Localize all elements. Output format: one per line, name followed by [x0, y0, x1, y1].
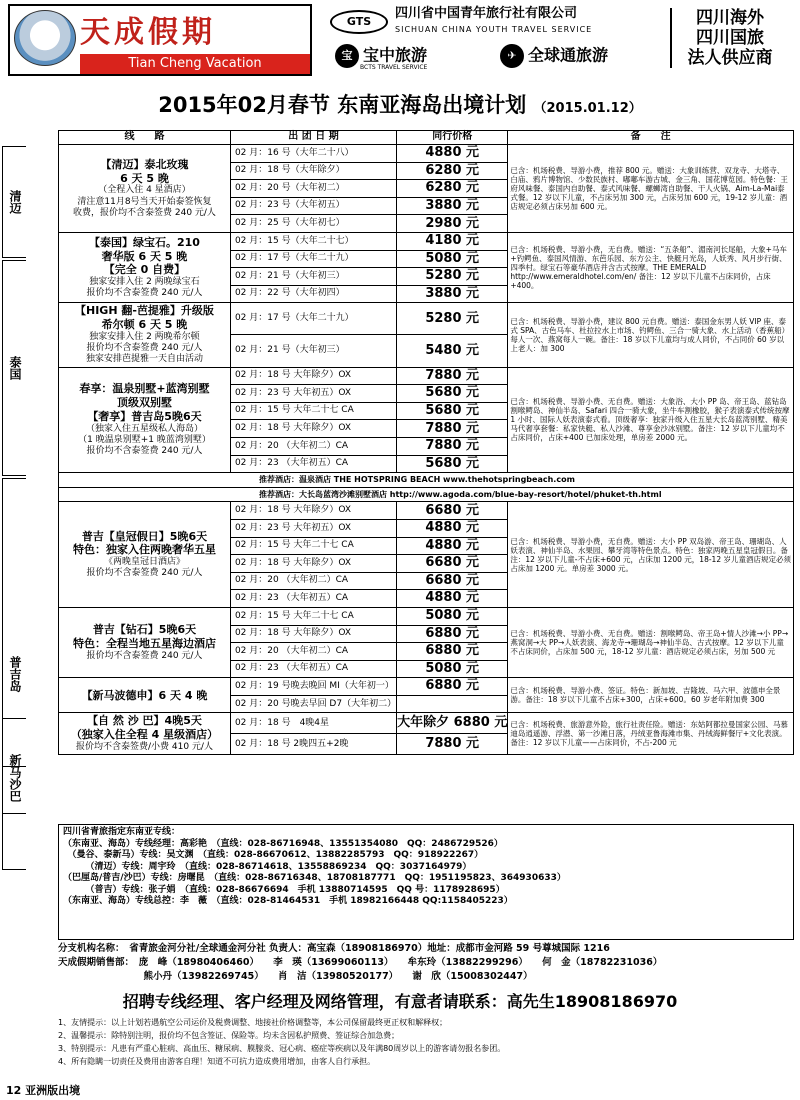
route-line: 特色：独家入住两晚奢华五星: [72, 543, 216, 557]
route-cell: [59, 303, 231, 367]
route-line: 普吉【皇冠假日】5晚6天: [81, 529, 208, 543]
global-travel-logo: ✈ 全球通旅游: [500, 44, 608, 68]
region-label: 清迈: [2, 146, 26, 258]
col-header: 线 路: [59, 131, 231, 145]
col-header: 备 注: [508, 131, 794, 145]
route-line: 报价均不含泰签费 240 元/人: [86, 446, 203, 457]
supplier-badge: [670, 8, 788, 68]
price: 6680 元: [397, 502, 508, 520]
panda-globe-icon: [14, 10, 76, 66]
price: 5080 元: [397, 250, 508, 268]
price: 6880 元: [397, 625, 508, 643]
branch-row: 天成假期销售部： 庞 峰（18980406460） 李 瑛（13699060113） 牟东玲（13882299296） 何 金（18782231036）: [58, 957, 663, 968]
remarks: 已含：机场税费、导游小费，推荐 800 元。赠送：大象训练营、双龙寺、大塔寺、白庙、鸦片博物馆、少数民族村、嘟嘟车游古城、金三角、国花博览园。特色餐：王府风味餐、泰国内自助餐、泰式风味餐、螺蛳湾自助餐、干人火锅、Aim-La-Mai泰式餐。12 岁以下儿童，不占床另加 300 元，占床另加 600 元，19-12 岁儿童：酒店规定必须占床另加 600 元。: [508, 145, 794, 233]
price: 5280 元: [397, 268, 508, 286]
contact-row: （普吉）专线：张子娟 （直线：028-86676694 手机 13880714595 QQ 号：1178928695）: [63, 884, 505, 895]
agency-name-en: SICHUAN CHINA YOUTH TRAVEL SERVICE: [395, 25, 593, 34]
brand-logo: [8, 4, 312, 76]
bcts-name-en: BCTS TRAVEL SERVICE: [360, 64, 428, 71]
table-row: [59, 303, 794, 335]
route-cell: [59, 678, 231, 713]
route-line: 清注意11月8号当天开始泰签恢复: [77, 196, 212, 207]
departure-date: 02 月：22 号（大年初四）: [230, 285, 396, 303]
route-line: 报价均不含泰签费 240 元/人: [86, 288, 203, 299]
route-line: 《两晚皇冠日酒店》: [103, 557, 185, 568]
route-line: 独家安排芭提雅一天自由活动: [85, 354, 203, 365]
remarks: 已含：机场税费、导游小费、签证。特色：新加坡、吉隆坡、马六甲、波德申全景游。备注：18 岁以下儿童不占床+300，占床+600。60 岁老年附加费 300: [508, 678, 794, 713]
supplier-line: 法人供应商: [687, 48, 773, 68]
departure-date: 02 月：15 号 大年二十七 CA: [230, 607, 396, 625]
remarks: 已含：机场税费、导游小费、无自费。赠送：割喉鳄岛、帝王岛+情人沙滩→小 PP→燕窝洞→大 PP→人妖表演、海龙寺→珊瑚岛→神仙半岛、古式按摩。12 岁以下儿童不占床同价，占床加 500 元，18-12 岁儿童：酒店规定必须占床，另加 500 元: [508, 607, 794, 677]
tip-line: 3、特别提示：凡患有严重心脏病、高血压、糖尿病、膜腺炎、冠心病、癌症等疾病以及年满80周岁以上的游客请勿报名参团。: [58, 1044, 506, 1053]
table-row: [59, 145, 794, 163]
departure-date: 02 月：17 号（大年二十九）: [230, 250, 396, 268]
table-row: [59, 367, 794, 385]
route-line: 【奢享】普吉岛5晚6天: [87, 409, 202, 423]
remarks: 已含：机场税费、导游小费、无自费。赠送：大象浴、大小 PP 岛、帝王岛、蓝钻岛 割喉鳄岛、神仙半岛、Safari 四合一骑大象，坐牛车割橡胶，猴子表演泰式传统按摩 1 小时、国际人妖表演泰式看。顶级奢享：独家升级入住五星大长岛蓝湾别墅、精美马代奢享套餐：私家快艇、私人沙滩、尊享金沙冰别墅。备注：12 岁以下儿童均不占床同价，占床+400 已加床处理，单房差 2000 元。: [508, 367, 794, 473]
departure-date: 02 月：19 号晚去晚回 MI（大年初一）: [230, 678, 396, 696]
departure-date: 02 月：18 号（大年除夕）: [230, 162, 396, 180]
price: 2980 元: [397, 215, 508, 233]
price: 5080 元: [397, 607, 508, 625]
branch-row: 分支机构名称： 省青旅金河分社/全球通金河分社 负责人：高宝森（18908186970）地址：成都市金河路 59 号尊城国际 1216: [58, 943, 610, 954]
departure-date: 02 月：18 号 大年除夕）OX: [230, 555, 396, 573]
price: 5680 元: [397, 402, 508, 420]
route-line: 普吉【钻石】5晚6天: [92, 623, 197, 637]
departure-date: 02 月：18 号 大年除夕）OX: [230, 502, 396, 520]
price: 6280 元: [397, 180, 508, 198]
departure-date: 02 月：18 号 4晚4星: [230, 713, 396, 734]
price: 7880 元: [397, 420, 508, 438]
price: 4880 元: [397, 590, 508, 608]
route-line: 特色：全程当地五星海边酒店: [72, 636, 216, 650]
route-line: 报价均不含泰签费/小费 410 元/人: [75, 741, 213, 752]
brand-name-cn: 天成假期: [80, 15, 216, 50]
bcts-logo: 宝 宝中旅游: [335, 44, 427, 68]
route-line: 顶级双别墅: [116, 396, 172, 410]
contact-row: （巴厘岛/普吉/沙巴）专线：房曙昆 （直线：028-86716348、18708187771 QQ：1951195823、364930633）: [63, 873, 566, 883]
table-row: [59, 678, 794, 696]
departure-date: 02 月：18 号 大年除夕）OX: [230, 625, 396, 643]
route-line: （全程入住 4 星酒店）: [98, 185, 191, 196]
departure-date: 02 月：23 号 大年初五）OX: [230, 385, 396, 403]
route-line: 6 天 5 晚: [120, 171, 169, 185]
route-line: 希尔顿 6 天 5 晚: [101, 318, 188, 332]
departure-date: 02 月：20 号（大年初二）: [230, 180, 396, 198]
departure-date: 02 月：23 号 大年初五）OX: [230, 519, 396, 537]
departure-date: 02 月：21 号（大年初三）: [230, 268, 396, 286]
remarks: 已含：机场税费、旅游意外险，旅行社责任险。赠送：东姑阿都拉曼国家公园、马慕迪岛逍遥游、浮潜、第一沙滩日落，丹绒亚鲁海滩市集、丹绒海鲜餐厅+文化表演。备注：12 岁以下儿童——占床同价，不占-200 元: [508, 713, 794, 755]
price: 6880 元: [397, 678, 508, 696]
departure-date: 02 月：18 号 大年除夕）OX: [230, 367, 396, 385]
route-line: 【自 然 沙 巴】4晚5天: [87, 714, 202, 728]
departure-date: 02 月：21 号（大年初三）: [230, 335, 396, 367]
tip-line: 2、温馨提示：除特别注明，报价均不包含签证、保险等。均未含因私护照费、签证综合加急费；: [58, 1031, 400, 1040]
departure-date: 02 月：25 号（大年初七）: [230, 215, 396, 233]
price: 5080 元: [397, 660, 508, 678]
hotel-banner: 推荐酒店：温泉酒店 THE HOTSPRING BEACH www.thehotspringbeach.com: [59, 473, 794, 488]
departure-date: 02 月：23 （大年初五）CA: [230, 455, 396, 473]
price: 6880 元: [397, 643, 508, 661]
price: 5680 元: [397, 385, 508, 403]
remarks: 已含：机场税费、导游小费，建议 800 元自费。赠送：泰国金东男人妖 VIP 座、泰式 SPA、古色马车、杜拉拉水上市场、钓鳄鱼、三合一骑大象、水上活动（香蕉船）每人一次、燕窝每人一碗。备注：18 岁以下儿童均与成人同价，不占同价 60 岁以上老人：加 300: [508, 303, 794, 367]
route-line: 收费，报价均不含泰签费 240 元/人: [73, 207, 216, 218]
departure-date: 02 月：18 号 大年除夕）OX: [230, 420, 396, 438]
price: 4880 元: [397, 519, 508, 537]
price: 6680 元: [397, 555, 508, 573]
gts-logo: GTS: [330, 10, 388, 34]
price: 5480 元: [397, 335, 508, 367]
route-line: 独家安排入住 2 两晚希尔顿: [89, 331, 200, 342]
supplier-line: 四川海外: [696, 8, 764, 28]
region-label: 沙巴: [2, 766, 26, 814]
price: 3880 元: [397, 197, 508, 215]
region-label: 普吉岛: [2, 478, 26, 870]
departure-date: 02 月：15 号 大年二十七 CA: [230, 537, 396, 555]
price: 4880 元: [397, 537, 508, 555]
departure-date: 02 月：15 号（大年二十七）: [230, 232, 396, 250]
route-cell: [59, 232, 231, 302]
bcts-name: 宝中旅游: [363, 45, 428, 65]
departure-date: 02 月：23 （大年初五）CA: [230, 660, 396, 678]
remarks: 已含：机场税费、导游小费，无自费。赠送：“五条船”、湄南河长尾船，大象+马车+钓鳄鱼、泰国风情游、东芭乐园、东方公主、快艇月光岛，人妖秀、风月步行街、四季村。绿宝石等豪华酒店并含古式按摩。THE EMERALD http://www.emeraldhotel.com/en/ 备注：12 岁以下儿童不占床同价，占床+400。: [508, 232, 794, 302]
tip-line: 1、友情提示：以上计划若遇航空公司运价及税费调整、地接社价格调整等，本公司保留最终更正权和解释权；: [58, 1018, 448, 1027]
route-cell: [59, 502, 231, 608]
price: 7880 元: [397, 367, 508, 385]
route-line: 【泰国】绿宝石。210: [88, 235, 200, 249]
contact-row: （清迈）专线：周宇玲 （直线：028-86714618、13558869234 QQ：3037164979）: [63, 861, 472, 872]
price: 3880 元: [397, 285, 508, 303]
hotel-banner-row: [59, 473, 794, 488]
itinerary-table: [58, 130, 794, 755]
table-header: [59, 131, 794, 145]
departure-date: 02 月：15 号 大年二十七 CA: [230, 402, 396, 420]
departure-date: 02 月：23 号（大年初五）: [230, 197, 396, 215]
region-column: [0, 130, 58, 820]
price: 4880 元: [397, 145, 508, 163]
price: [397, 695, 508, 713]
departure-date: 02 月：17 号（大年二十九）: [230, 303, 396, 335]
header: [0, 0, 800, 82]
price: 6280 元: [397, 162, 508, 180]
departure-date: 02 月：20 （大年初二）CA: [230, 437, 396, 455]
departure-date: 02 月：23 （大年初五）CA: [230, 590, 396, 608]
table-row: [59, 607, 794, 625]
contact-row: （曼谷、泰新马）专线：吴文渊 （直线：028-86670612、13882285793 QQ：918922267）: [63, 850, 484, 860]
contact-info: [58, 824, 794, 940]
recruit-banner: 招聘专线经理、客户经理及网络管理，有意者请联系：高先生18908186970: [122, 992, 678, 1011]
col-header: 出 团 日 期: [230, 131, 396, 145]
supplier-line: 四川国旅: [696, 28, 764, 48]
global-travel-name: 全球通旅游: [528, 45, 609, 65]
price: 5680 元: [397, 455, 508, 473]
route-cell: [59, 607, 231, 677]
title-date: （2015.01.12）: [533, 101, 642, 116]
agency-name: 四川省中国青年旅行社有限公司: [395, 6, 578, 21]
hotel-banner-row: [59, 487, 794, 502]
title-text: 2015年02月春节 东南亚海岛出境计划: [158, 93, 527, 117]
price: 6680 元: [397, 572, 508, 590]
price: 7880 元: [397, 734, 508, 755]
route-line: 报价均不含泰签费 240 元/人: [86, 650, 203, 661]
route-line: 【新马波德申】6 天 4 晚: [81, 688, 208, 702]
departure-date: 02 月：20 （大年初二）CA: [230, 643, 396, 661]
route-line: （独家入住全程 4 星级酒店）: [70, 728, 219, 742]
route-line: 【清迈】泰北玫瑰: [100, 157, 189, 171]
table-row: [59, 232, 794, 250]
route-line: 奢华版 6 天 5 晚: [101, 249, 188, 263]
brand-name-en: Tian Cheng Vacation: [80, 54, 310, 74]
departure-date: 02 月：20 （大年初二）CA: [230, 572, 396, 590]
route-cell: [59, 367, 231, 473]
price: 7880 元: [397, 437, 508, 455]
remarks: 已含：机场税费、导游小费，无自费。赠送：大小 PP 双岛游、帝王岛、珊瑚岛、人妖表演、神仙半岛、水果园、攀牙湾等特色景点。特色：独家两晚五星皇冠假日。备注：12 岁以下儿童-不占床+600 元，占床加 1200 元，18-12 岁儿童酒店规定必须占床加 1200 元。单房差 3000 元。: [508, 502, 794, 608]
branch-info: [58, 942, 794, 984]
departure-date: 02 月：16 号（大年二十八）: [230, 145, 396, 163]
route-line: 【完全 0 自费】: [103, 263, 186, 277]
table-row: [59, 713, 794, 734]
tip-line: 4、所有隐瞒一切责任及费用由游客自理！知道不可抗力造成费用增加，由客人自行承担。: [58, 1057, 376, 1066]
departure-date: 02 月：20 号晚去早回 D7（大年初二）: [230, 695, 396, 713]
branch-row: 熊小丹（13982269745） 肖 洁（13980520177） 谢 欣（15008302447）: [58, 971, 533, 982]
contact-heading: 四川省青旅指定东南亚专线：: [63, 827, 181, 837]
tips: [58, 1016, 794, 1068]
route-cell: [59, 713, 231, 755]
route-line: 春享：温泉别墅+蓝湾别墅: [79, 382, 210, 396]
route-line: 独家安排入住 2 两晚绿宝石: [89, 277, 200, 288]
col-header: 同行价格: [397, 131, 508, 145]
price: 4180 元: [397, 232, 508, 250]
page-footer: 12 亚洲版出境: [6, 1084, 81, 1097]
contact-row: （东南亚、海岛）专线总控：李 薇 （直线：028-81464531 手机 18982166448 QQ:1158405223）: [63, 896, 513, 906]
route-line: （独家入住五星级私人海岛）: [85, 423, 203, 434]
departure-date: 02 月：18 号 2晚四五+2晚: [230, 734, 396, 755]
region-label: 泰国: [2, 260, 26, 476]
table-row: [59, 502, 794, 520]
route-cell: [59, 145, 231, 233]
route-line: 【HIGH 翻-芭提雅】升级版: [75, 304, 214, 318]
price: 大年除夕 6880 元: [397, 713, 508, 734]
contact-row: （东南亚、海岛）专线经理：高彩艳 （直线：028-86716948、13551354080 QQ：2486729526）: [63, 838, 503, 849]
price: 5280 元: [397, 303, 508, 335]
hotel-banner: 推荐酒店：大长岛蓝湾沙滩别墅酒店 http://www.agoda.com/blue-bay-resort/hotel/phuket-th.html: [59, 487, 794, 502]
page-title: [0, 92, 800, 118]
route-line: 报价均不含泰签费 240 元/人: [86, 343, 203, 354]
route-line: 报价均不含泰签费 240 元/人: [86, 568, 203, 579]
region-label: 新马: [2, 718, 26, 814]
route-line: （1 晚温泉别墅+1 晚蓝湾别墅）: [78, 434, 211, 445]
